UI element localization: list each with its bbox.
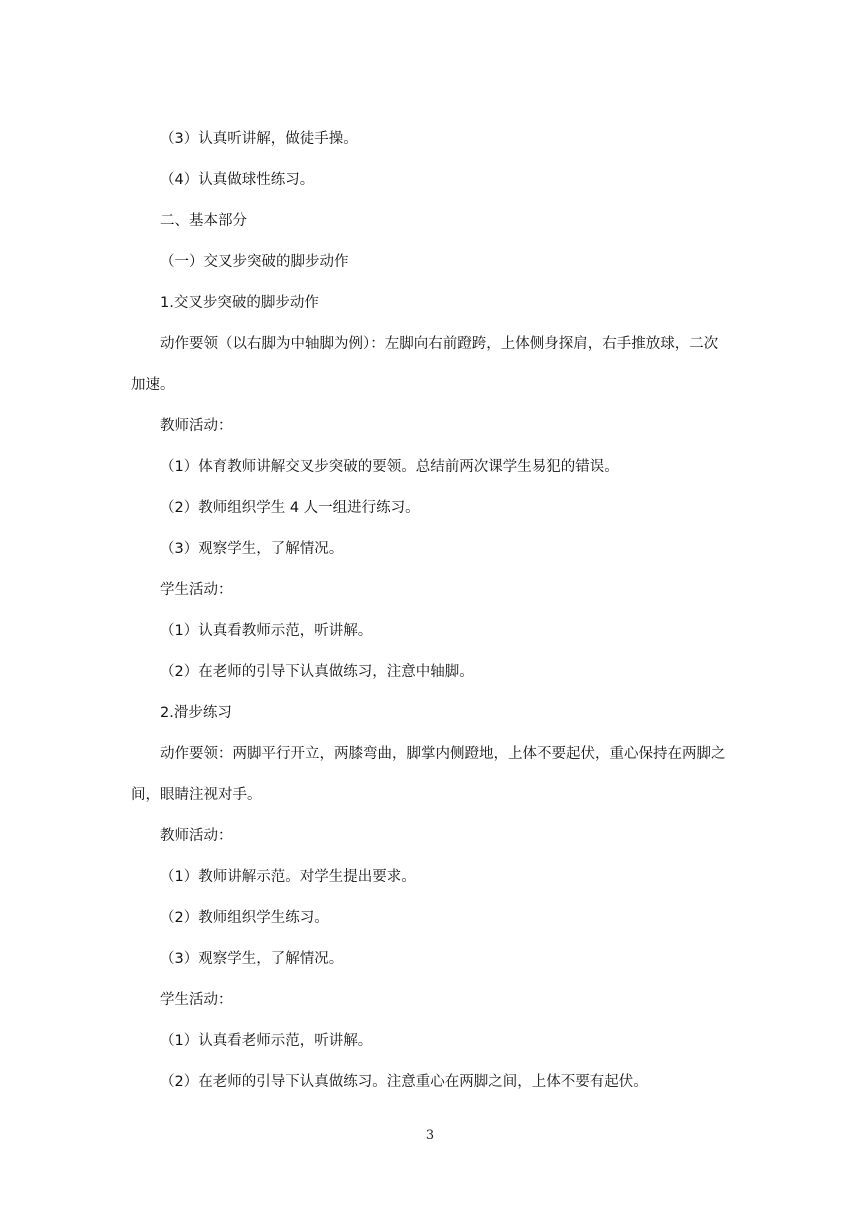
page-number: 3 bbox=[425, 1128, 435, 1143]
student-activity-item: （1）认真看老师示范，听讲解。 bbox=[160, 1033, 373, 1049]
label-teacher-activity: 教师活动： bbox=[160, 828, 233, 844]
label-student-activity: 学生活动： bbox=[160, 582, 233, 598]
item-heading-crossover-footwork: 1.交叉步突破的脚步动作 bbox=[160, 295, 319, 311]
teacher-activity-item: （1）教师讲解示范。对学生提出要求。 bbox=[160, 869, 416, 885]
teacher-activity-item: （2）教师组织学生练习。 bbox=[160, 910, 329, 926]
label-teacher-activity: 教师活动： bbox=[160, 418, 233, 434]
student-activity-item: （2）在老师的引导下认真做练习，注意中轴脚。 bbox=[160, 664, 474, 680]
label-student-activity: 学生活动： bbox=[160, 992, 233, 1008]
section-heading-basic: 二、基本部分 bbox=[160, 213, 247, 229]
paragraph-warmup-3: （3）认真听讲解，做徒手操。 bbox=[160, 131, 358, 147]
teacher-activity-item: （3）观察学生，了解情况。 bbox=[160, 541, 344, 557]
teacher-activity-item: （1）体育教师讲解交叉步突破的要领。总结前两次课学生易犯的错误。 bbox=[160, 459, 619, 475]
student-activity-item: （1）认真看教师示范，听讲解。 bbox=[160, 623, 373, 639]
item-heading-slide-step: 2.滑步练习 bbox=[160, 705, 232, 721]
paragraph-warmup-4: （4）认真做球性练习。 bbox=[160, 172, 315, 188]
subsection-heading-crossover: （一）交叉步突破的脚步动作 bbox=[160, 254, 349, 270]
paragraph-crossover-essentials: 动作要领（以右脚为中轴脚为例）：左脚向右前蹬跨，上体侧身探肩，右手推放球，二次加速。 bbox=[131, 336, 719, 393]
document-body bbox=[131, 119, 731, 1103]
teacher-activity-item: （2）教师组织学生 4 人一组进行练习。 bbox=[160, 500, 420, 516]
paragraph-slide-step-essentials: 动作要领：两脚平行开立，两膝弯曲，脚掌内侧蹬地，上体不要起伏，重心保持在两脚之间，眼睛注视对手。 bbox=[131, 746, 726, 803]
student-activity-item: （2）在老师的引导下认真做练习。注意重心在两脚之间，上体不要有起伏。 bbox=[160, 1074, 648, 1090]
teacher-activity-item: （3）观察学生，了解情况。 bbox=[160, 951, 344, 967]
